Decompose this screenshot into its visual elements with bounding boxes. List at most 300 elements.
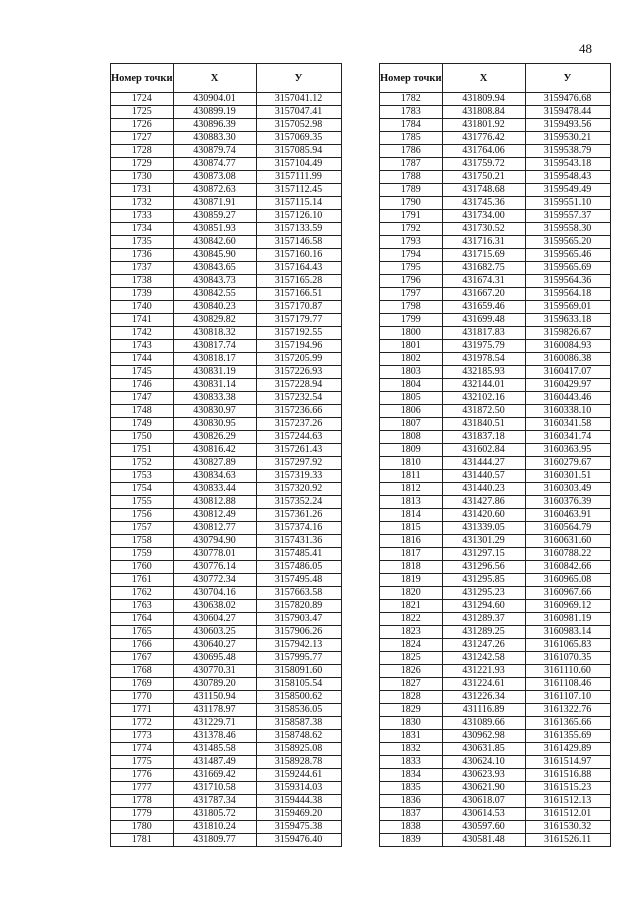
cell-point-number: 1789 — [380, 184, 443, 197]
table-row — [380, 561, 611, 574]
table-row — [380, 808, 611, 821]
cell-point-number: 1760 — [111, 561, 174, 574]
cell-x: 430778.01 — [173, 548, 256, 561]
cell-y: 3157165.28 — [256, 275, 341, 288]
cell-point-number: 1758 — [111, 535, 174, 548]
cell-x: 430962.98 — [442, 730, 525, 743]
table-row — [380, 509, 611, 522]
cell-point-number: 1748 — [111, 405, 174, 418]
cell-y: 3159244.61 — [256, 769, 341, 782]
table-row — [380, 743, 611, 756]
cell-y: 3160363.95 — [525, 444, 610, 457]
table-row — [111, 431, 342, 444]
table-row — [111, 184, 342, 197]
cell-x: 430871.91 — [173, 197, 256, 210]
cell-x: 430818.17 — [173, 353, 256, 366]
cell-y: 3157232.54 — [256, 392, 341, 405]
cell-point-number: 1783 — [380, 106, 443, 119]
cell-x: 430843.65 — [173, 262, 256, 275]
cell-x: 430695.48 — [173, 652, 256, 665]
table-row — [380, 678, 611, 691]
table-row — [380, 470, 611, 483]
cell-point-number: 1792 — [380, 223, 443, 236]
cell-point-number: 1810 — [380, 457, 443, 470]
table-row — [111, 652, 342, 665]
cell-point-number: 1770 — [111, 691, 174, 704]
cell-x: 430776.14 — [173, 561, 256, 574]
cell-y: 3157111.99 — [256, 171, 341, 184]
table-row — [111, 535, 342, 548]
table-row — [111, 379, 342, 392]
header-x: Х — [173, 64, 256, 93]
table-header-row — [380, 64, 611, 93]
cell-y: 3160341.58 — [525, 418, 610, 431]
cell-x: 430770.31 — [173, 665, 256, 678]
cell-point-number: 1753 — [111, 470, 174, 483]
table-row — [111, 236, 342, 249]
table-row — [111, 106, 342, 119]
cell-point-number: 1769 — [111, 678, 174, 691]
table-row — [111, 665, 342, 678]
table-row — [111, 717, 342, 730]
table-row — [111, 288, 342, 301]
table-row — [111, 756, 342, 769]
table-row — [380, 834, 611, 847]
cell-y: 3157820.89 — [256, 600, 341, 613]
cell-x: 431116.89 — [442, 704, 525, 717]
cell-y: 3157194.96 — [256, 340, 341, 353]
cell-y: 3157205.99 — [256, 353, 341, 366]
cell-x: 430873.08 — [173, 171, 256, 184]
cell-x: 432102.16 — [442, 392, 525, 405]
cell-y: 3160376.39 — [525, 496, 610, 509]
cell-x: 430830.97 — [173, 405, 256, 418]
cell-y: 3159569.01 — [525, 301, 610, 314]
cell-x: 431224.61 — [442, 678, 525, 691]
cell-point-number: 1822 — [380, 613, 443, 626]
cell-point-number: 1784 — [380, 119, 443, 132]
cell-x: 431487.49 — [173, 756, 256, 769]
cell-point-number: 1836 — [380, 795, 443, 808]
cell-point-number: 1807 — [380, 418, 443, 431]
table-row — [111, 353, 342, 366]
cell-point-number: 1726 — [111, 119, 174, 132]
table-row — [111, 548, 342, 561]
cell-x: 431730.52 — [442, 223, 525, 236]
cell-y: 3160443.46 — [525, 392, 610, 405]
cell-point-number: 1782 — [380, 93, 443, 106]
cell-y: 3157236.66 — [256, 405, 341, 418]
cell-y: 3161512.13 — [525, 795, 610, 808]
table-row — [380, 626, 611, 639]
cell-point-number: 1805 — [380, 392, 443, 405]
cell-point-number: 1740 — [111, 301, 174, 314]
cell-x: 431759.72 — [442, 158, 525, 171]
cell-y: 3157085.94 — [256, 145, 341, 158]
table-row — [111, 483, 342, 496]
cell-y: 3160965.08 — [525, 574, 610, 587]
cell-y: 3161530.32 — [525, 821, 610, 834]
cell-y: 3160084.93 — [525, 340, 610, 353]
table-row — [111, 704, 342, 717]
cell-y: 3160967.66 — [525, 587, 610, 600]
cell-point-number: 1751 — [111, 444, 174, 457]
cell-y: 3157228.94 — [256, 379, 341, 392]
cell-y: 3157104.49 — [256, 158, 341, 171]
cell-y: 3157297.92 — [256, 457, 341, 470]
cell-y: 3158928.78 — [256, 756, 341, 769]
cell-y: 3161355.69 — [525, 730, 610, 743]
cell-point-number: 1747 — [111, 392, 174, 405]
cell-y: 3157244.63 — [256, 431, 341, 444]
table-row — [380, 288, 611, 301]
cell-y: 3158500.62 — [256, 691, 341, 704]
header-x: Х — [442, 64, 525, 93]
table-row — [111, 613, 342, 626]
table-row — [380, 327, 611, 340]
cell-y: 3157485.41 — [256, 548, 341, 561]
cell-y: 3157431.36 — [256, 535, 341, 548]
table-row — [111, 600, 342, 613]
cell-point-number: 1729 — [111, 158, 174, 171]
cell-point-number: 1765 — [111, 626, 174, 639]
cell-point-number: 1833 — [380, 756, 443, 769]
table-row — [111, 691, 342, 704]
table-row — [380, 158, 611, 171]
cell-point-number: 1754 — [111, 483, 174, 496]
cell-y: 3160564.79 — [525, 522, 610, 535]
cell-y: 3160429.97 — [525, 379, 610, 392]
cell-x: 431289.25 — [442, 626, 525, 639]
cell-point-number: 1776 — [111, 769, 174, 782]
table-row — [111, 587, 342, 600]
cell-point-number: 1755 — [111, 496, 174, 509]
cell-y: 3160086.38 — [525, 353, 610, 366]
cell-y: 3159476.40 — [256, 834, 341, 847]
cell-x: 431150.94 — [173, 691, 256, 704]
cell-y: 3160341.74 — [525, 431, 610, 444]
cell-x: 431801.92 — [442, 119, 525, 132]
cell-point-number: 1741 — [111, 314, 174, 327]
table-row — [111, 249, 342, 262]
cell-point-number: 1838 — [380, 821, 443, 834]
cell-y: 3157041.12 — [256, 93, 341, 106]
cell-point-number: 1750 — [111, 431, 174, 444]
cell-point-number: 1778 — [111, 795, 174, 808]
cell-point-number: 1727 — [111, 132, 174, 145]
cell-x: 430604.27 — [173, 613, 256, 626]
cell-point-number: 1734 — [111, 223, 174, 236]
cell-y: 3159538.79 — [525, 145, 610, 158]
cell-x: 430789.20 — [173, 678, 256, 691]
cell-point-number: 1764 — [111, 613, 174, 626]
cell-point-number: 1791 — [380, 210, 443, 223]
cell-y: 3157361.26 — [256, 509, 341, 522]
cell-point-number: 1797 — [380, 288, 443, 301]
table-row — [111, 392, 342, 405]
coordinates-table-right — [379, 63, 611, 847]
cell-point-number: 1788 — [380, 171, 443, 184]
table-row — [111, 808, 342, 821]
table-row — [111, 444, 342, 457]
cell-point-number: 1794 — [380, 249, 443, 262]
cell-x: 430817.74 — [173, 340, 256, 353]
cell-y: 3157995.77 — [256, 652, 341, 665]
cell-y: 3157179.77 — [256, 314, 341, 327]
cell-x: 430816.42 — [173, 444, 256, 457]
cell-y: 3160983.14 — [525, 626, 610, 639]
cell-point-number: 1835 — [380, 782, 443, 795]
table-row — [380, 223, 611, 236]
table-row — [380, 210, 611, 223]
cell-point-number: 1817 — [380, 548, 443, 561]
table-row — [380, 691, 611, 704]
cell-y: 3157192.55 — [256, 327, 341, 340]
cell-point-number: 1801 — [380, 340, 443, 353]
cell-point-number: 1763 — [111, 600, 174, 613]
table-row — [380, 756, 611, 769]
cell-point-number: 1767 — [111, 652, 174, 665]
cell-point-number: 1799 — [380, 314, 443, 327]
cell-y: 3160301.51 — [525, 470, 610, 483]
cell-y: 3159469.20 — [256, 808, 341, 821]
cell-point-number: 1813 — [380, 496, 443, 509]
cell-point-number: 1743 — [111, 340, 174, 353]
cell-x: 431289.37 — [442, 613, 525, 626]
cell-point-number: 1825 — [380, 652, 443, 665]
cell-x: 430843.73 — [173, 275, 256, 288]
cell-point-number: 1821 — [380, 600, 443, 613]
cell-x: 431805.72 — [173, 808, 256, 821]
cell-x: 431975.79 — [442, 340, 525, 353]
cell-y: 3159314.03 — [256, 782, 341, 795]
table-row — [380, 93, 611, 106]
cell-y: 3161110.60 — [525, 665, 610, 678]
cell-point-number: 1826 — [380, 665, 443, 678]
cell-x: 430772.34 — [173, 574, 256, 587]
cell-y: 3161515.23 — [525, 782, 610, 795]
cell-x: 431699.48 — [442, 314, 525, 327]
table-header-row — [111, 64, 342, 93]
cell-x: 431229.71 — [173, 717, 256, 730]
table-row — [111, 678, 342, 691]
cell-point-number: 1808 — [380, 431, 443, 444]
table-row — [380, 366, 611, 379]
table-row — [111, 509, 342, 522]
cell-y: 3159543.18 — [525, 158, 610, 171]
cell-point-number: 1735 — [111, 236, 174, 249]
table-row — [380, 717, 611, 730]
cell-x: 431710.58 — [173, 782, 256, 795]
cell-x: 432185.93 — [442, 366, 525, 379]
cell-y: 3157237.26 — [256, 418, 341, 431]
table-row — [380, 405, 611, 418]
cell-point-number: 1790 — [380, 197, 443, 210]
cell-y: 3157166.51 — [256, 288, 341, 301]
table-row — [380, 353, 611, 366]
cell-y: 3157126.10 — [256, 210, 341, 223]
cell-y: 3157942.13 — [256, 639, 341, 652]
cell-x: 431817.83 — [442, 327, 525, 340]
table-row — [380, 262, 611, 275]
cell-point-number: 1774 — [111, 743, 174, 756]
cell-point-number: 1820 — [380, 587, 443, 600]
cell-x: 431297.15 — [442, 548, 525, 561]
cell-point-number: 1725 — [111, 106, 174, 119]
cell-x: 430631.85 — [442, 743, 525, 756]
cell-point-number: 1802 — [380, 353, 443, 366]
cell-x: 431809.94 — [442, 93, 525, 106]
cell-y: 3159826.67 — [525, 327, 610, 340]
table-row — [111, 574, 342, 587]
table-row — [380, 301, 611, 314]
table-row — [380, 795, 611, 808]
cell-x: 430623.93 — [442, 769, 525, 782]
cell-point-number: 1742 — [111, 327, 174, 340]
table-row — [111, 340, 342, 353]
cell-x: 430581.48 — [442, 834, 525, 847]
cell-y: 3159565.69 — [525, 262, 610, 275]
header-y: У — [525, 64, 610, 93]
table-row — [111, 457, 342, 470]
cell-y: 3161107.10 — [525, 691, 610, 704]
cell-point-number: 1787 — [380, 158, 443, 171]
cell-x: 431745.36 — [442, 197, 525, 210]
cell-y: 3159475.38 — [256, 821, 341, 834]
cell-x: 430614.53 — [442, 808, 525, 821]
cell-x: 430827.89 — [173, 457, 256, 470]
cell-y: 3160788.22 — [525, 548, 610, 561]
cell-y: 3160842.66 — [525, 561, 610, 574]
cell-y: 3160279.67 — [525, 457, 610, 470]
coordinates-table-left — [110, 63, 342, 847]
table-row — [380, 652, 611, 665]
cell-point-number: 1746 — [111, 379, 174, 392]
table-row — [111, 93, 342, 106]
cell-point-number: 1814 — [380, 509, 443, 522]
cell-y: 3159493.56 — [525, 119, 610, 132]
cell-y: 3158536.05 — [256, 704, 341, 717]
cell-x: 431089.66 — [442, 717, 525, 730]
cell-point-number: 1834 — [380, 769, 443, 782]
table-row — [380, 730, 611, 743]
cell-y: 3158925.08 — [256, 743, 341, 756]
cell-x: 430618.07 — [442, 795, 525, 808]
cell-x: 431810.24 — [173, 821, 256, 834]
cell-x: 430597.60 — [442, 821, 525, 834]
cell-point-number: 1829 — [380, 704, 443, 717]
table-row — [380, 418, 611, 431]
cell-y: 3158748.62 — [256, 730, 341, 743]
cell-point-number: 1728 — [111, 145, 174, 158]
table-row — [380, 574, 611, 587]
table-row — [380, 171, 611, 184]
cell-x: 431294.60 — [442, 600, 525, 613]
cell-x: 431226.34 — [442, 691, 525, 704]
cell-y: 3157133.59 — [256, 223, 341, 236]
cell-y: 3160631.60 — [525, 535, 610, 548]
cell-x: 430831.14 — [173, 379, 256, 392]
cell-x: 430603.25 — [173, 626, 256, 639]
cell-y: 3158091.60 — [256, 665, 341, 678]
table-row — [111, 275, 342, 288]
cell-x: 431301.29 — [442, 535, 525, 548]
cell-x: 431444.27 — [442, 457, 525, 470]
cell-x: 430842.55 — [173, 288, 256, 301]
cell-x: 430831.19 — [173, 366, 256, 379]
cell-point-number: 1779 — [111, 808, 174, 821]
cell-point-number: 1819 — [380, 574, 443, 587]
cell-point-number: 1804 — [380, 379, 443, 392]
cell-point-number: 1823 — [380, 626, 443, 639]
cell-x: 430833.44 — [173, 483, 256, 496]
cell-x: 431978.54 — [442, 353, 525, 366]
cell-y: 3159565.46 — [525, 249, 610, 262]
table-row — [380, 704, 611, 717]
cell-x: 431787.34 — [173, 795, 256, 808]
cell-x: 431427.86 — [442, 496, 525, 509]
cell-x: 430830.95 — [173, 418, 256, 431]
cell-point-number: 1756 — [111, 509, 174, 522]
table-row — [111, 158, 342, 171]
cell-point-number: 1768 — [111, 665, 174, 678]
cell-point-number: 1733 — [111, 210, 174, 223]
cell-y: 3159564.36 — [525, 275, 610, 288]
table-row — [111, 132, 342, 145]
cell-x: 430904.01 — [173, 93, 256, 106]
header-point-number: Номер точки — [111, 64, 174, 93]
cell-x: 431808.84 — [442, 106, 525, 119]
table-row — [111, 782, 342, 795]
table-row — [111, 834, 342, 847]
cell-y: 3157374.16 — [256, 522, 341, 535]
table-row — [111, 210, 342, 223]
table-row — [111, 223, 342, 236]
table-row — [111, 522, 342, 535]
cell-point-number: 1832 — [380, 743, 443, 756]
cell-x: 430896.39 — [173, 119, 256, 132]
cell-x: 431420.60 — [442, 509, 525, 522]
cell-y: 3160417.07 — [525, 366, 610, 379]
cell-point-number: 1793 — [380, 236, 443, 249]
cell-x: 431674.31 — [442, 275, 525, 288]
cell-point-number: 1757 — [111, 522, 174, 535]
cell-x: 431339.05 — [442, 522, 525, 535]
table-row — [111, 145, 342, 158]
table-row — [380, 639, 611, 652]
cell-x: 430872.63 — [173, 184, 256, 197]
cell-y: 3161512.01 — [525, 808, 610, 821]
table-row — [380, 184, 611, 197]
table-body-left — [111, 93, 342, 847]
table-row — [111, 405, 342, 418]
cell-x: 431221.93 — [442, 665, 525, 678]
table-row — [380, 340, 611, 353]
cell-x: 430704.16 — [173, 587, 256, 600]
cell-point-number: 1759 — [111, 548, 174, 561]
cell-x: 431247.26 — [442, 639, 525, 652]
cell-x: 430794.90 — [173, 535, 256, 548]
cell-x: 431734.00 — [442, 210, 525, 223]
table-row — [111, 470, 342, 483]
table-row — [380, 106, 611, 119]
cell-point-number: 1812 — [380, 483, 443, 496]
cell-y: 3157160.16 — [256, 249, 341, 262]
cell-y: 3161526.11 — [525, 834, 610, 847]
cell-point-number: 1803 — [380, 366, 443, 379]
cell-x: 431242.58 — [442, 652, 525, 665]
cell-y: 3159565.20 — [525, 236, 610, 249]
